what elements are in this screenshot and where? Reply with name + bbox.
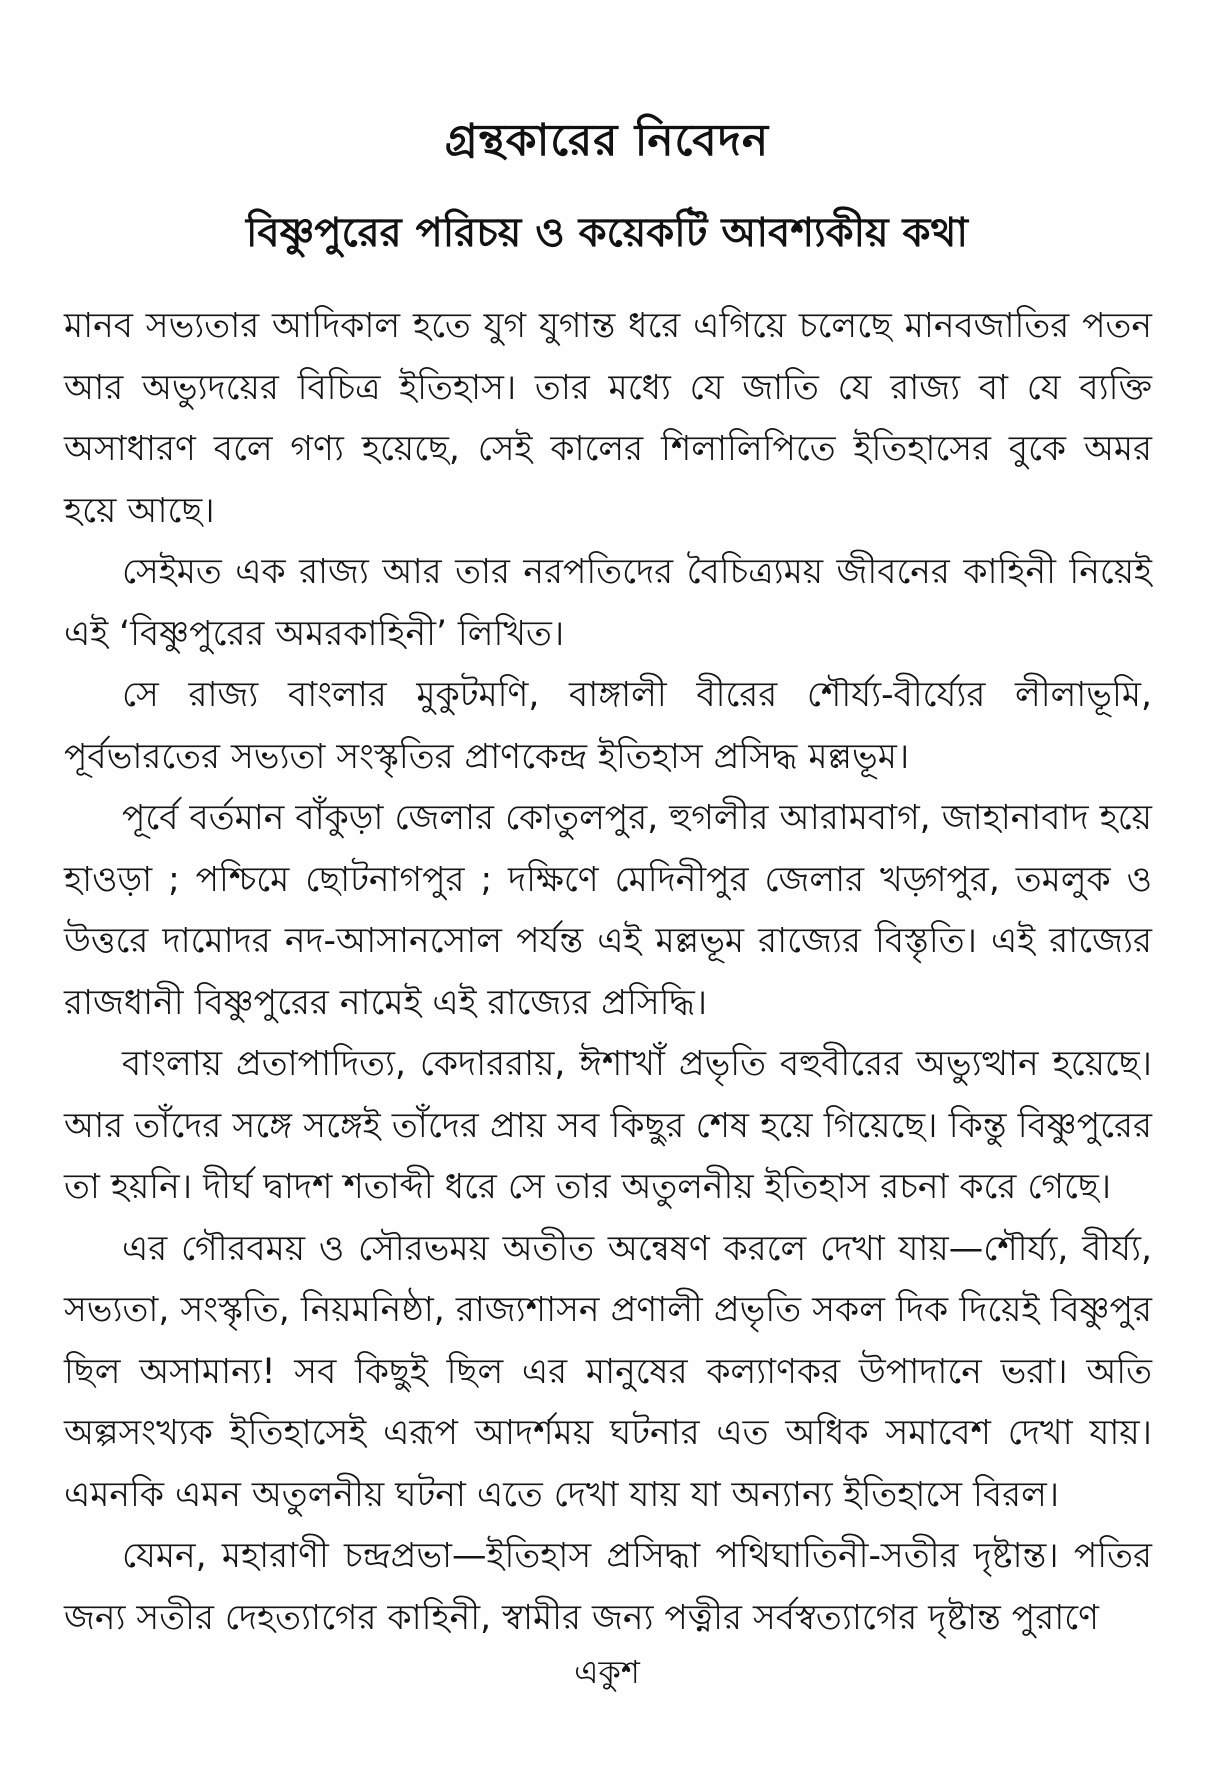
paragraph-6: এর গৌরবময় ও সৌরভময় অতীত অন্বেষণ করলে দেখা যায়—শৌর্য্য, বীর্য্য, সভ্যতা, সংস্কৃতি, নিয়মনিষ্ঠা, রাজ্যশাসন প্রণালী প্রভৃতি সকল দিক দিয়েই বিষ্ণুপুর ছিল অসামান্য! সব কিছুই ছিল এর মানুষের কল্যাণকর উপাদানে ভরা। অতি অল্পসংখ্যক ইতিহাসেই এরূপ আদর্শময় ঘটনার এত অধিক সমাবেশ দেখা যায়। এমনকি এমন অতুলনীয় ঘটনা এতে দেখা যায় যা অন্যান্য ইতিহাসে বিরল।	[64, 1228, 1152, 1515]
paragraph-4: পূর্বে বর্তমান বাঁকুড়া জেলার কোতুলপুর, হুগলীর আরামবাগ, জাহানাবাদ হয়ে হাওড়া ; পশ্চিমে ছোটনাগপুর ; দক্ষিণে মেদিনীপুর জেলার খড়্গপুর, তমলুক ও উত্তরে দামোদর নদ-আসানসোল পর্যন্ত এই মল্লভূম রাজ্যের বিস্তৃতি। এই রাজ্যের রাজধানী বিষ্ণুপুরের নামেই এই রাজ্যের প্রসিদ্ধি।	[64, 798, 1152, 1023]
page-title: গ্রন্থকারের নিবেদন	[444, 115, 770, 167]
page-number: একুশ	[574, 1653, 640, 1691]
paragraph-3: সে রাজ্য বাংলার মুকুটমণি, বাঙ্গালী বীরের শৌর্য্য-বীর্য্যের লীলাভূমি, পূর্বভারতের সভ্যতা সংস্কৃতির প্রাণকেন্দ্র ইতিহাস প্রসিদ্ধ মল্লভূম।	[64, 675, 1152, 777]
paragraph-2: সেইমত এক রাজ্য আর তার নরপতিদের বৈচিত্র্যময় জীবনের কাহিনী নিয়েই এই ‘বিষ্ণুপুরের অমরকাহিনী’ লিখিত।	[64, 552, 1152, 654]
body-text	[64, 296, 1152, 1649]
paragraph-7: যেমন, মহারাণী চন্দ্রপ্রভা—ইতিহাস প্রসিদ্ধা পথিঘাতিনী-সতীর দৃষ্টান্ত। পতির জন্য সতীর দেহত্যাগের কাহিনী, স্বামীর জন্য পত্নীর সর্বস্বত্যাগের দৃষ্টান্ত পুরাণে	[64, 1536, 1152, 1638]
paragraph-1: মানব সভ্যতার আদিকাল হতে যুগ যুগান্ত ধরে এগিয়ে চলেছে মানবজাতির পতন আর অভ্যুদয়ের বিচিত্র ইতিহাস। তার মধ্যে যে জাতি যে রাজ্য বা যে ব্যক্তি অসাধারণ বলে গণ্য হয়েছে, সেই কালের শিলালিপিতে ইতিহাসের বুকে অমর হয়ে আছে।	[64, 306, 1152, 531]
paragraph-5: বাংলায় প্রতাপাদিত্য, কেদাররায়, ঈশাখাঁ প্রভৃতি বহুবীরের অভ্যুত্থান হয়েছে। আর তাঁদের সঙ্গে সঙ্গেই তাঁদের প্রায় সব কিছুর শেষ হয়ে গিয়েছে। কিন্তু বিষ্ণুপুরের তা হয়নি। দীর্ঘ দ্বাদশ শতাব্দী ধরে সে তার অতুলনীয় ইতিহাস রচনা করে গেছে।	[64, 1044, 1152, 1207]
section-subtitle: বিষ্ণুপুরের পরিচয় ও কয়েকটি আবশ্যকীয় কথা	[245, 210, 968, 257]
